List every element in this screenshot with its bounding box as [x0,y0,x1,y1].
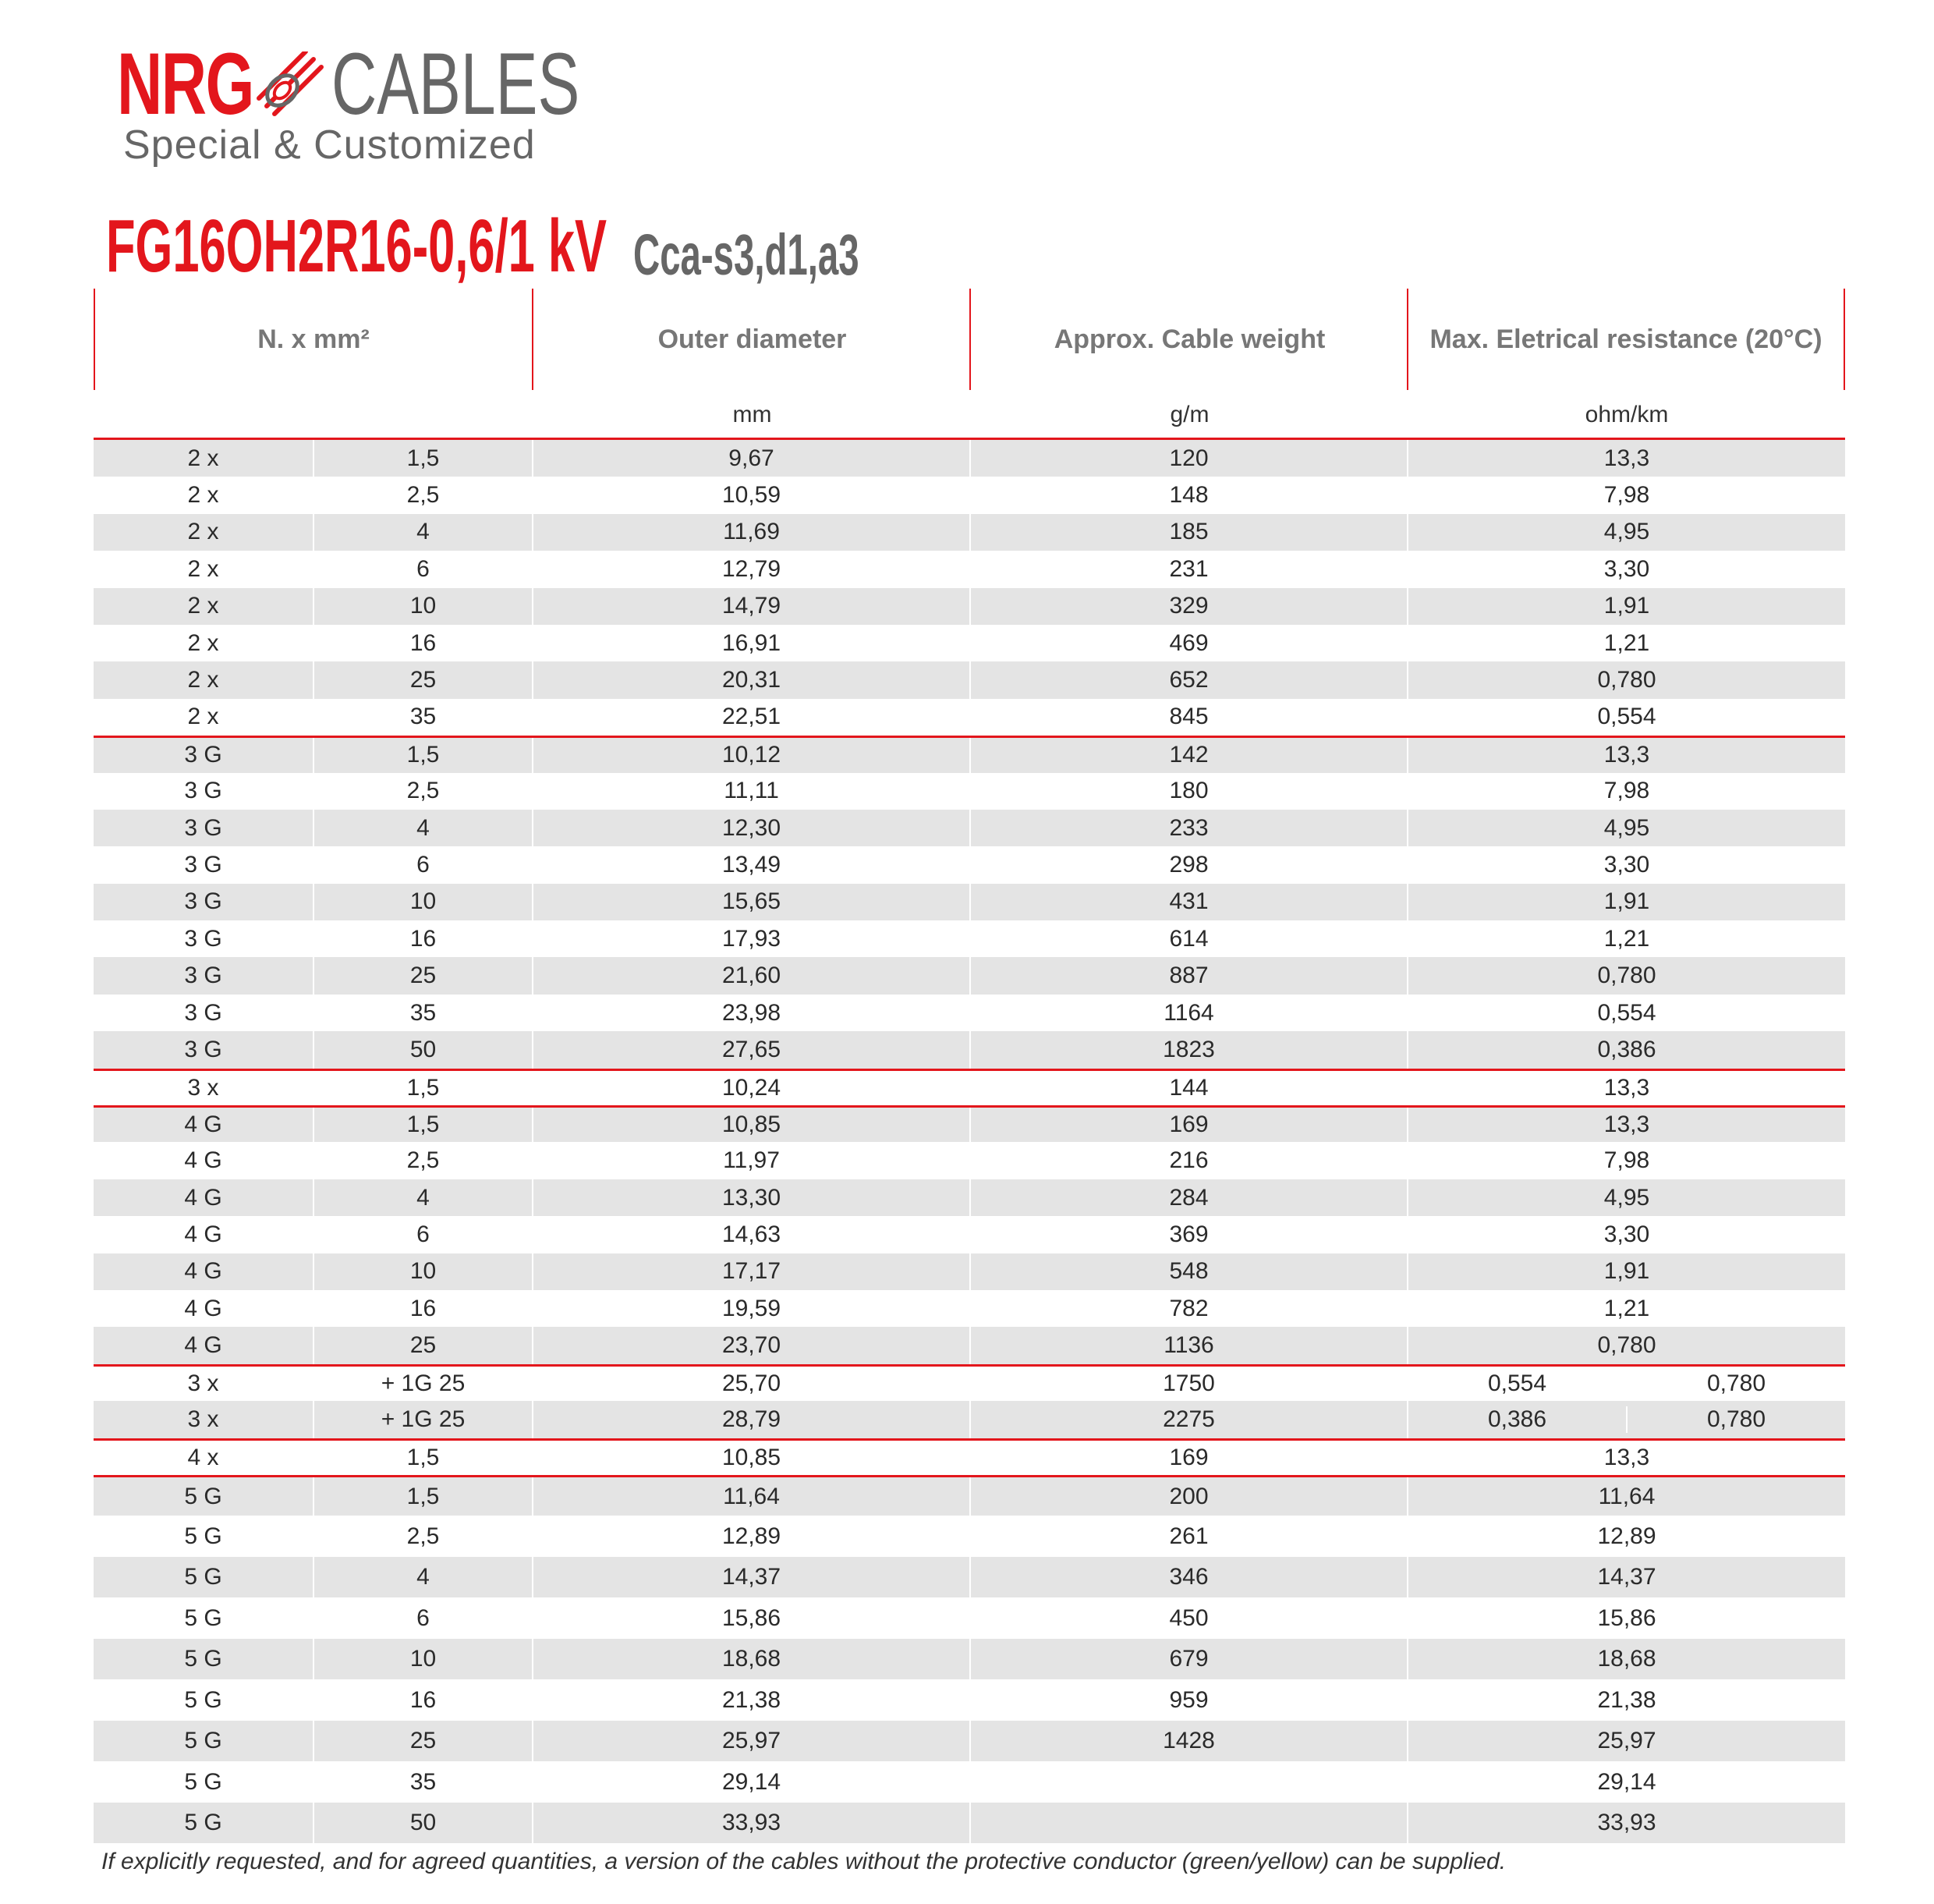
table-row [94,1253,1845,1290]
cell-section: + 1G 25 [314,1367,533,1401]
cell-section: 10 [314,1639,533,1680]
table-row [94,1475,1845,1516]
cell-resistance-earth: 0,780 [1706,1370,1766,1396]
cell-diameter: 14,37 [533,1557,971,1598]
header-divider [1844,289,1845,390]
cell-cores: 3 x [94,1071,314,1105]
cell-section: 1,5 [314,1441,533,1475]
table-row [94,957,1845,994]
cell-section: 50 [314,1803,533,1844]
brand-tagline: Special & Customized [123,122,536,168]
cell-weight: 469 [971,625,1408,661]
cell-cores: 5 G [94,1639,314,1680]
cell-section: + 1G 25 [314,1401,533,1438]
cell-cores: 5 G [94,1516,314,1557]
cell-section: 2,5 [314,773,533,810]
cell-weight: 548 [971,1253,1408,1290]
cell-cores: 3 G [94,995,314,1031]
cell-diameter: 17,17 [533,1253,971,1290]
cell-resistance [1408,1401,1845,1438]
cell-section: 1,5 [314,1108,533,1142]
cell-weight: 169 [971,1441,1408,1475]
table-row [94,1516,1845,1557]
cell-diameter: 11,69 [533,514,971,551]
cell-weight: 450 [971,1597,1408,1639]
cell-resistance: 1,91 [1603,593,1650,619]
units-row [94,390,1845,440]
cell-weight: 1750 [971,1367,1408,1401]
cell-weight: 782 [971,1290,1408,1327]
cell-weight: 261 [971,1516,1408,1557]
cell-weight: 284 [971,1179,1408,1216]
cell-cores: 5 G [94,1477,314,1516]
cell-resistance: 11,64 [1598,1483,1656,1509]
cell-diameter: 33,93 [533,1803,971,1844]
cell-cores: 5 G [94,1803,314,1844]
cell-diameter: 20,31 [533,661,971,698]
cell-cores: 2 x [94,699,314,736]
cell-section: 2,5 [314,1142,533,1179]
cell-cores: 3 G [94,738,314,772]
cell-weight: 169 [971,1108,1408,1142]
table-row [94,551,1845,587]
cell-section: 10 [314,588,533,625]
cell-weight: 231 [971,551,1408,587]
cell-cores: 5 G [94,1597,314,1639]
table-row [94,1327,1845,1363]
cell-diameter: 11,64 [533,1477,971,1516]
cell-section: 10 [314,884,533,920]
cell-resistance: 18,68 [1597,1646,1656,1672]
table-row [94,440,1845,477]
cell-resistance: 3,30 [1603,555,1650,582]
table-row [94,625,1845,661]
table-row [94,661,1845,698]
cell-diameter: 10,85 [533,1441,971,1475]
cell-diameter: 19,59 [533,1290,971,1327]
product-code: FG16OH2R16-0,6/1 kV [106,204,607,288]
cell-weight: 887 [971,957,1408,994]
unit-ohmkm: ohm/km [1585,402,1669,427]
spec-table [94,289,1845,1843]
table-row [94,995,1845,1031]
cell-diameter: 28,79 [533,1401,971,1438]
cell-section: 25 [314,1721,533,1762]
cell-section: 1,5 [314,1071,533,1105]
cell-diameter: 18,68 [533,1639,971,1680]
cell-weight: 346 [971,1557,1408,1598]
cell-section: 35 [314,995,533,1031]
cell-cores: 4 x [94,1441,314,1475]
header-outer-diameter: Outer diameter [657,324,847,354]
table-row [94,1597,1845,1639]
cell-section: 1,5 [314,440,533,477]
cell-section: 6 [314,1216,533,1253]
cell-diameter: 21,60 [533,957,971,994]
cell-diameter: 14,79 [533,588,971,625]
cell-diameter: 12,30 [533,810,971,846]
cell-diameter: 10,85 [533,1108,971,1142]
cell-section: 10 [314,1253,533,1290]
cell-resistance: 1,21 [1603,1295,1650,1321]
cell-resistance: 12,89 [1597,1523,1656,1549]
table-row [94,1557,1845,1598]
cell-resistance-earth: 0,780 [1706,1406,1766,1432]
cell-weight: 1164 [971,995,1408,1031]
cell-diameter: 10,24 [533,1071,971,1105]
cell-diameter: 25,97 [533,1721,971,1762]
table-row [94,1069,1845,1105]
header-cable-weight: Approx. Cable weight [1054,324,1326,354]
cell-resistance: 0,554 [1597,704,1656,730]
cell-diameter: 12,79 [533,551,971,587]
table-row [94,773,1845,810]
cell-weight: 185 [971,514,1408,551]
cell-diameter: 12,89 [533,1516,971,1557]
cell-resistance-phase: 0,386 [1408,1406,1628,1433]
table-row [94,699,1845,736]
cell-cores: 2 x [94,551,314,587]
cell-cores: 2 x [94,477,314,513]
cell-section: 6 [314,846,533,883]
cell-resistance: 4,95 [1603,1184,1650,1211]
cell-cores: 3 x [94,1367,314,1401]
cell-cores: 2 x [94,440,314,477]
unit-mm: mm [732,402,772,427]
cell-resistance: 0,780 [1597,1332,1656,1359]
cell-resistance: 14,37 [1597,1564,1656,1590]
cell-weight: 614 [971,920,1408,957]
cell-weight: 200 [971,1477,1408,1516]
cell-resistance: 3,30 [1603,851,1650,878]
cell-resistance: 13,3 [1603,1112,1650,1138]
cell-cores: 4 G [94,1142,314,1179]
cell-cores: 3 G [94,773,314,810]
cell-diameter: 14,63 [533,1216,971,1253]
cell-section: 2,5 [314,1516,533,1557]
cell-section: 35 [314,1761,533,1803]
table-row [94,1761,1845,1803]
cell-diameter: 11,97 [533,1142,971,1179]
cell-weight: 180 [971,773,1408,810]
cell-resistance [1408,1367,1845,1401]
cell-cores: 3 G [94,884,314,920]
cell-diameter: 15,86 [533,1597,971,1639]
cell-section: 16 [314,625,533,661]
cell-section: 1,5 [314,1477,533,1516]
cell-weight: 142 [971,738,1408,772]
cell-weight: 652 [971,661,1408,698]
cell-resistance: 1,91 [1603,888,1650,915]
cell-section: 1,5 [314,738,533,772]
cell-diameter: 15,65 [533,884,971,920]
table-row [94,1031,1845,1068]
table-row [94,1679,1845,1721]
cell-diameter: 29,14 [533,1761,971,1803]
cell-resistance: 0,386 [1597,1036,1656,1062]
cell-diameter: 10,59 [533,477,971,513]
cell-weight: 1428 [971,1721,1408,1762]
cell-cores: 4 G [94,1179,314,1216]
table-row [94,1216,1845,1253]
cell-cores: 5 G [94,1557,314,1598]
cell-resistance: 0,780 [1597,667,1656,693]
cell-weight: 431 [971,884,1408,920]
cell-resistance: 1,21 [1603,925,1650,952]
table-row [94,1721,1845,1762]
cell-cores: 4 G [94,1290,314,1327]
cell-weight: 233 [971,810,1408,846]
table-row [94,1401,1845,1438]
cell-diameter: 16,91 [533,625,971,661]
cell-cores: 3 G [94,846,314,883]
table-row [94,1364,1845,1401]
header-resistance: Max. Eletrical resistance (20°C) [1429,324,1822,354]
table-row [94,1142,1845,1179]
table-row [94,1639,1845,1680]
cell-cores: 5 G [94,1761,314,1803]
cell-cores: 4 G [94,1108,314,1142]
cell-weight: 144 [971,1071,1408,1105]
cell-cores: 2 x [94,588,314,625]
table-row [94,1290,1845,1327]
header-conductors: N. x mm² [257,324,370,354]
cell-resistance: 13,3 [1603,445,1650,471]
cell-diameter: 13,49 [533,846,971,883]
cell-resistance: 4,95 [1603,814,1650,841]
cell-resistance: 0,554 [1597,999,1656,1026]
cell-weight: 298 [971,846,1408,883]
cell-resistance: 7,98 [1603,778,1650,804]
table-row [94,1438,1845,1475]
cell-section: 25 [314,661,533,698]
cell-diameter: 22,51 [533,699,971,736]
cell-section: 6 [314,551,533,587]
cell-diameter: 17,93 [533,920,971,957]
cell-cores: 3 G [94,810,314,846]
table-row [94,736,1845,772]
cell-cores: 4 G [94,1216,314,1253]
cell-weight: 329 [971,588,1408,625]
cell-cores: 3 G [94,957,314,994]
cell-section: 16 [314,1679,533,1721]
cell-diameter: 25,70 [533,1367,971,1401]
cell-cores: 2 x [94,514,314,551]
cell-cores: 5 G [94,1721,314,1762]
cell-resistance-phase: 0,554 [1408,1370,1628,1397]
table-row [94,1803,1845,1844]
unit-gm: g/m [1170,402,1210,427]
cell-resistance: 13,3 [1603,742,1650,768]
brand-logo [117,35,600,173]
cell-section: 4 [314,1179,533,1216]
footnote: If explicitly requested, and for agreed quantities, a version of the cables without the protective conductor (green/yellow) can be supplied. [101,1849,1507,1874]
cell-cores: 5 G [94,1679,314,1721]
cell-resistance: 7,98 [1603,482,1650,509]
cell-section: 35 [314,699,533,736]
table-row [94,1179,1845,1216]
brand-name-gray: CABLES [331,35,580,133]
cell-weight [971,1803,1408,1844]
cell-resistance: 1,91 [1603,1258,1650,1285]
table-row [94,588,1845,625]
cell-section: 6 [314,1597,533,1639]
cell-resistance: 13,3 [1603,1444,1650,1470]
cell-section: 25 [314,957,533,994]
cell-weight: 1136 [971,1327,1408,1363]
cell-cores: 2 x [94,661,314,698]
cell-section: 16 [314,1290,533,1327]
table-body [94,440,1845,1843]
cell-weight: 120 [971,440,1408,477]
cell-resistance: 13,3 [1603,1074,1650,1101]
cell-diameter: 21,38 [533,1679,971,1721]
cell-diameter: 11,11 [533,773,971,810]
table-header [94,289,1845,390]
cell-section: 4 [314,810,533,846]
cell-cores: 3 G [94,920,314,957]
cell-resistance: 4,95 [1603,519,1650,545]
cell-diameter: 9,67 [533,440,971,477]
cell-section: 4 [314,514,533,551]
cell-cores: 4 G [94,1327,314,1363]
page-title [106,204,888,288]
table-row [94,1105,1845,1142]
cell-weight: 148 [971,477,1408,513]
cell-section: 2,5 [314,477,533,513]
cell-cores: 4 G [94,1253,314,1290]
cell-weight: 959 [971,1679,1408,1721]
cell-cores: 3 G [94,1031,314,1068]
cell-resistance: 29,14 [1597,1768,1656,1795]
cell-section: 25 [314,1327,533,1363]
cell-section: 16 [314,920,533,957]
cell-cores: 2 x [94,625,314,661]
cell-weight [971,1761,1408,1803]
cell-resistance: 21,38 [1597,1686,1656,1713]
cell-cores: 3 x [94,1401,314,1438]
cell-weight: 1823 [971,1031,1408,1068]
table-row [94,846,1845,883]
cell-weight: 2275 [971,1401,1408,1438]
cell-diameter: 10,12 [533,738,971,772]
brand-name-red: NRG [117,35,253,133]
cell-resistance: 0,780 [1597,963,1656,989]
cell-resistance: 15,86 [1597,1604,1656,1631]
table-row [94,477,1845,513]
cell-weight: 845 [971,699,1408,736]
table-row [94,810,1845,846]
cable-strands-icon [251,51,329,122]
cell-section: 50 [314,1031,533,1068]
cell-resistance: 25,97 [1597,1728,1656,1754]
table-row [94,884,1845,920]
cell-resistance: 1,21 [1603,629,1650,656]
cell-diameter: 13,30 [533,1179,971,1216]
cell-weight: 679 [971,1639,1408,1680]
cell-diameter: 27,65 [533,1031,971,1068]
cell-section: 4 [314,1557,533,1598]
cell-resistance: 33,93 [1597,1810,1656,1836]
cell-weight: 369 [971,1216,1408,1253]
cell-resistance: 7,98 [1603,1147,1650,1174]
cell-resistance: 3,30 [1603,1221,1650,1247]
fire-class: Cca-s3,d1,a3 [633,222,859,287]
cell-weight: 216 [971,1142,1408,1179]
table-row [94,920,1845,957]
cell-diameter: 23,98 [533,995,971,1031]
table-row [94,514,1845,551]
cell-diameter: 23,70 [533,1327,971,1363]
